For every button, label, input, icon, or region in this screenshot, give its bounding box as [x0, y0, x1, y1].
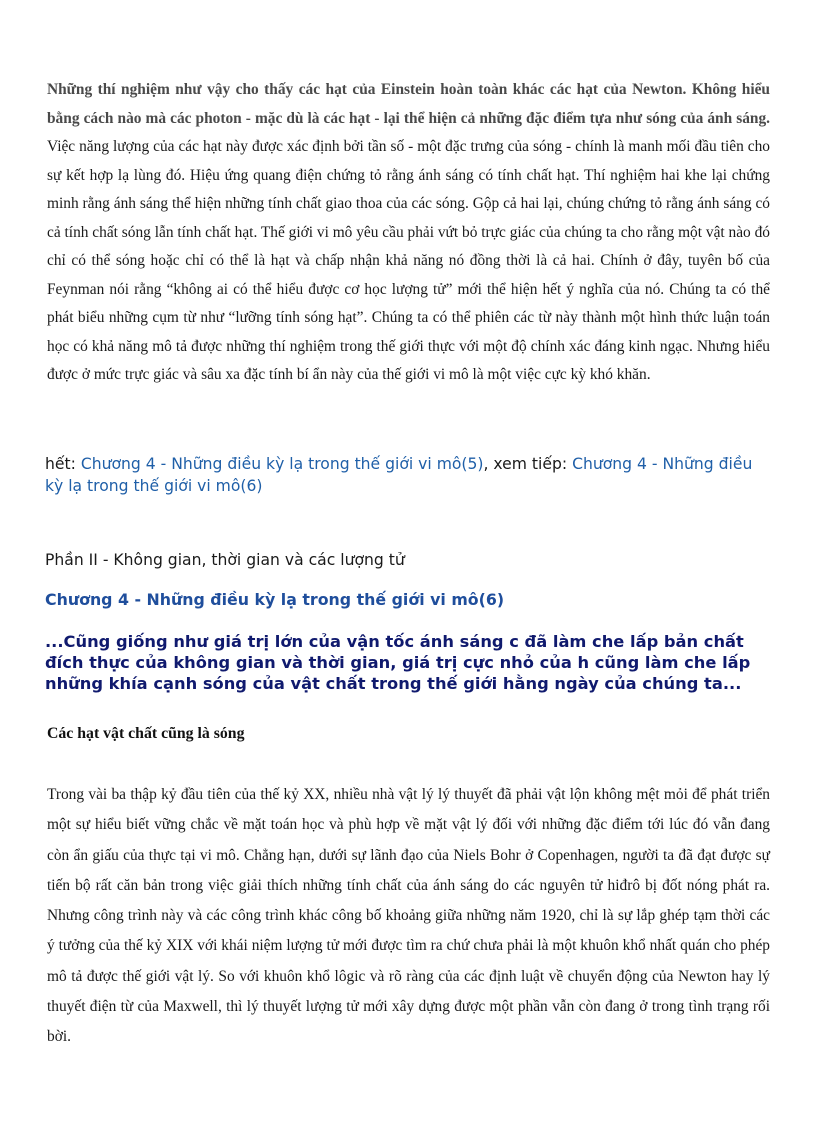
chapter-navigation	[45, 453, 773, 497]
section-title: Các hạt vật chất cũng là sóng	[47, 725, 245, 742]
previous-chapter-link[interactable]: Chương 4 - Những điều kỳ lạ trong thế giới vi mô(5)	[80, 455, 484, 473]
section-paragraph: Trong vài ba thập kỷ đầu tiên của thế kỷ XX, nhiều nhà vật lý lý thuyết đã phải vật lộn không mệt mỏi để phát triển một sự hiểu biết vững chắc về mặt toán học và phù hợp về mặt vật lý đối với những đặc điểm tới lúc đó vẫn đang còn ẩn giấu của thực tại vi mô. Chẳng hạn, dưới sự lãnh đạo của Niels Bohr ở Copenhagen, người ta đã đạt được sự tiến bộ rất căn bản trong việc giải thích những tính chất của ánh sáng do các nguyên tử hiđrô bị đốt nóng phát ra. Nhưng công trình này và các công trình khác công bố khoảng giữa những năm 1920, chỉ là sự lắp ghép tạm thời các ý tưởng của thế kỷ XIX với khái niệm lượng tử mới được tìm ra chứ chưa phải là một khuôn khổ nhất quán cho phép mô tả được thế giới vật lý. So với khuôn khổ lôgic và rõ ràng của các định luật về chuyển động của Newton hay lý thuyết điện từ của Maxwell, thì lý thuyết lượng tử mới xây dựng được một phần vẫn còn đang ở trong tình trạng rối bời.	[47, 786, 770, 1046]
nav-prefix: hết:	[45, 455, 81, 473]
top-paragraph-lead: Những thí nghiệm như vậy cho thấy các hạt của Einstein hoàn toàn khác các hạt của Newton. Không hiểu bằng cách nào mà các photon - mặc dù là các hạt - lại thể hiện cả những đặc điểm tựa như sóng của ánh sáng.	[47, 81, 770, 127]
next-chapter-link[interactable]: Chương 4 - Những điều kỳ lạ trong thế giới vi mô(6)	[45, 455, 753, 495]
part-title: Phần II - Không gian, thời gian và các lượng tử	[45, 551, 405, 569]
chapter-title: Chương 4 - Những điều kỳ lạ trong thế giới vi mô(6)	[45, 590, 505, 609]
top-paragraph-body: Việc năng lượng của các hạt này được xác định bởi tần số - một đặc trưng của sóng - chính là manh mối đầu tiên cho sự kết hợp lạ lùng đó. Hiệu ứng quang điện chứng tỏ rằng ánh sáng có tính chất hạt. Thí nghiệm hai khe lại chứng minh rằng ánh sáng thể hiện những tính chất giao thoa của các sóng. Gộp cả hai lại, chúng chứng tỏ rằng ánh sáng có cả tính chất sóng lẫn tính chất hạt. Thế giới vi mô yêu cầu phải vứt bỏ trực giác của chúng ta cho rằng một vật nào đó chỉ có thể sóng hoặc chỉ có thể là hạt và chấp nhận khả năng nó đồng thời là cả hai. Chính ở đây, tuyên bố của Feynman nói rằng “không ai có thể hiểu được cơ học lượng tử” mới thể hiện hết ý nghĩa của nó. Chúng ta có thể phát biểu những cụm từ như “lưỡng tính sóng hạt”. Chúng ta có thể phiên các từ này thành một hình thức luận toán học có khả năng mô tả được những thí nghiệm trong thế giới thực với một độ chính xác đáng kinh ngạc. Nhưng hiểu được ở mức trực giác và sâu xa đặc tính bí ẩn này của thế giới vi mô là một việc cực kỳ khó khăn.	[47, 138, 770, 383]
chapter-intro-quote: ...Cũng giống như giá trị lớn của vận tốc ánh sáng c đã làm che lấp bản chất đích thực của không gian và thời gian, giá trị cực nhỏ của h cũng làm che lấp những khía cạnh sóng của vật chất trong thế giới hằng ngày của chúng ta...	[45, 632, 751, 693]
nav-middle: , xem tiếp:	[483, 455, 573, 473]
top-paragraph	[47, 76, 770, 390]
